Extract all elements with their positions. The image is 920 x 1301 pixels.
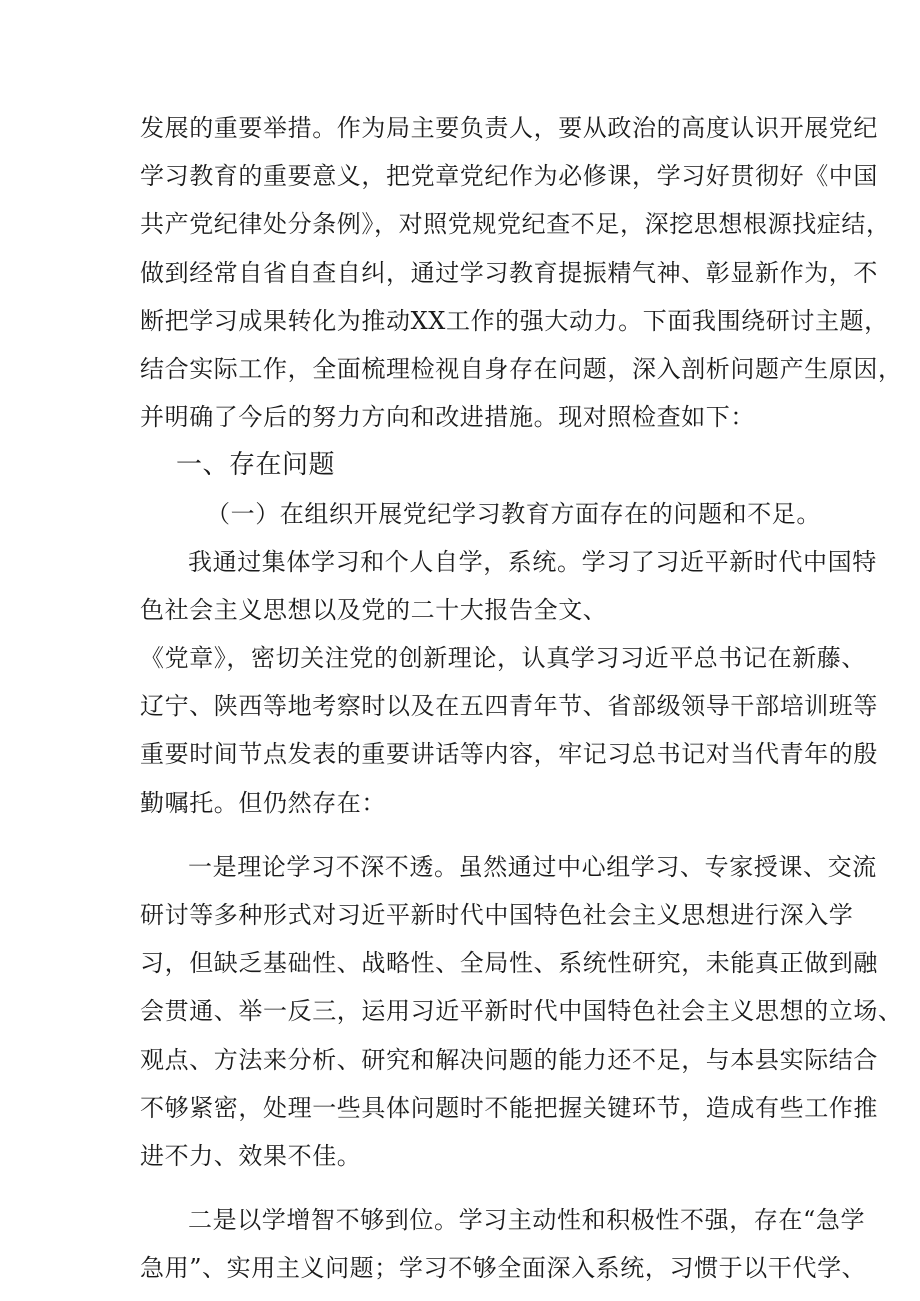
section-heading: 一、存在问题 xyxy=(176,450,336,481)
text-line: 色社会主义思想以及党的二十大报告全文、 xyxy=(140,595,608,624)
text-line: 一是理论学习不深不透。虽然通过中心组学习、专家授课、交流 xyxy=(188,852,877,881)
text-line: 进不力、效果不佳。 xyxy=(140,1141,362,1170)
paragraph-study xyxy=(140,538,878,827)
subsection-heading: （一）在组织开展党纪学习教育方面存在的问题和不足。 xyxy=(206,499,821,528)
paragraph-two xyxy=(140,1196,867,1292)
text-line: 共产党纪律处分条例》，对照党规党纪查不足，深挖思想根源找症结， xyxy=(140,210,891,239)
text-line: 二是以学增智不够到位。学习主动性和积极性不强，存在“急学 xyxy=(188,1206,866,1235)
text-line: 做到经常自省自查自纠，通过学习教育提振精气神、彰显新作为，不 xyxy=(140,258,878,287)
paragraph-intro xyxy=(140,104,903,441)
text-line: 研讨等多种形式对习近平新时代中国特色社会主义思想进行深入学 xyxy=(140,901,854,929)
text-line: 观点、方法来分析、研究和解决问题的能力还不足，与本县实际结合 xyxy=(140,1045,878,1074)
paragraph-one xyxy=(140,843,903,1180)
text-line: 学习教育的重要意义，把党章党纪作为必修课，学习好贯彻好《中国 xyxy=(140,162,878,191)
text-line: 发展的重要举措。作为局主要负责人，要从政治的高度认识开展党纪 xyxy=(140,114,878,142)
paragraph-gap xyxy=(140,1180,788,1196)
text-line: 重要时间节点发表的重要讲话等内容，牢记习总书记对当代青年的殷 xyxy=(140,740,878,769)
text-line: 《党章》，密切关注党的创新理论，认真学习习近平总书记在新藤、 xyxy=(140,644,866,673)
text-line: 勤嘱托。但仍然存在： xyxy=(140,788,386,817)
text-line: 并明确了今后的努力方向和改进措施。现对照检查如下： xyxy=(140,403,755,432)
text-line: 断把学习成果转化为推动XX工作的强大动力。下面我围绕研讨主题， xyxy=(140,306,889,335)
paragraph-gap xyxy=(140,827,788,843)
text-line: 会贯通、举一反三，运用习近平新时代中国特色社会主义思想的立场、 xyxy=(140,997,903,1026)
text-line: 结合实际工作，全面梳理检视自身存在问题，深入剖析问题产生原因， xyxy=(140,354,903,383)
text-line: 辽宁、陕西等地考察时以及在五四青年节、省部级领导干部培训班等 xyxy=(140,692,878,721)
text-line: 我通过集体学习和个人自学，系统。学习了习近平新时代中国特 xyxy=(188,547,877,576)
document-body xyxy=(140,104,903,1293)
text-line: 习，但缺乏基础性、战略性、全局性、系统性研究，未能真正做到融 xyxy=(140,949,878,978)
text-line: 不够紧密，处理一些具体问题时不能把握关键环节，造成有些工作推 xyxy=(140,1093,878,1122)
text-line: 急用”、实用主义问题；学习不够全面深入系统，习惯于以干代学、 xyxy=(140,1254,867,1283)
